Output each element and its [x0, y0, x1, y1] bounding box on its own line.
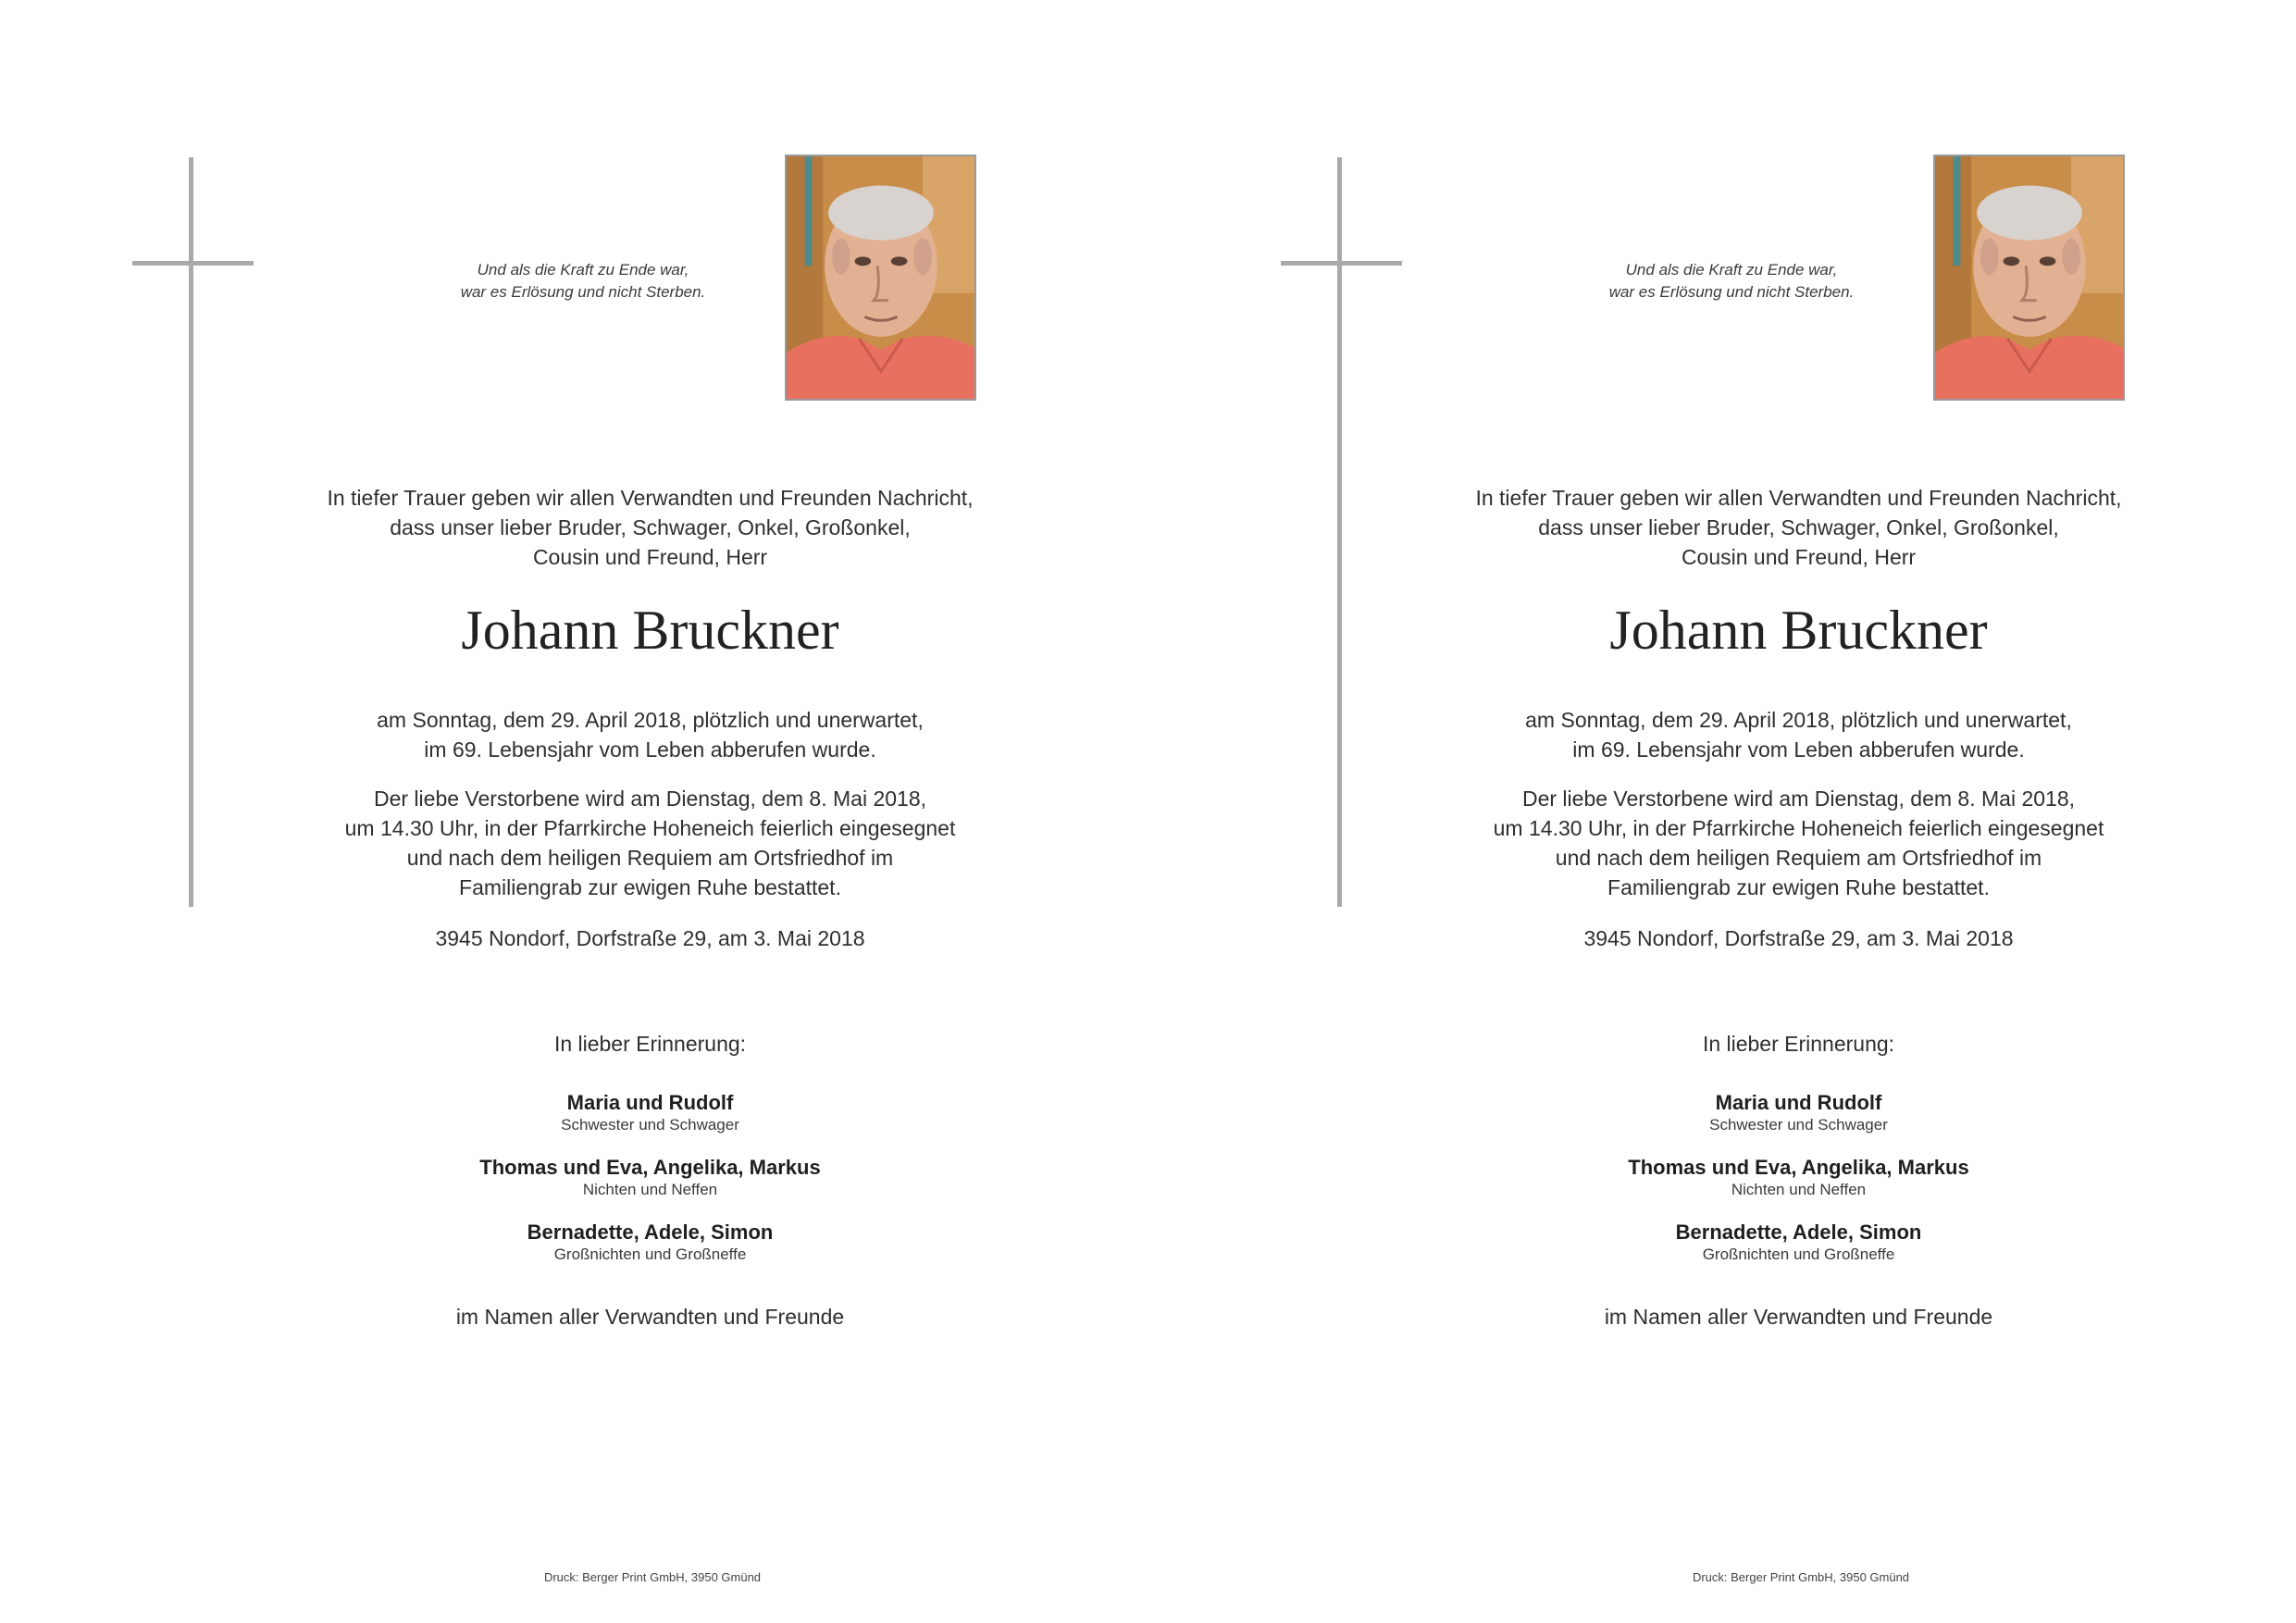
intro-text — [1426, 483, 2171, 572]
place-date — [278, 923, 1023, 953]
closing-text — [278, 1302, 1023, 1332]
intro-text — [278, 483, 1023, 572]
funeral-line: Familiengrab zur ewigen Ruhe bestattet. — [1607, 875, 1990, 899]
funeral-line: Der liebe Verstorbene wird am Dienstag, dem 8. Mai 2018, — [373, 787, 927, 811]
deceased-name: Johann Bruckner — [461, 600, 839, 661]
cross-horizontal-bar — [1281, 261, 1402, 266]
family-relation: Schwester und Schwager — [1709, 1116, 1888, 1134]
portrait-photo — [1933, 155, 2125, 401]
funeral-line: Familiengrab zur ewigen Ruhe bestattet. — [459, 875, 841, 899]
remembrance-heading — [278, 1029, 1023, 1059]
family-names: Thomas und Eva, Angelika, Markus — [1628, 1156, 1969, 1179]
closing-text — [1426, 1302, 2171, 1332]
family-relation: Großnichten und Großneffe — [553, 1245, 747, 1263]
family-names: Bernadette, Adele, Simon — [1675, 1220, 1922, 1244]
place-date-line: 3945 Nondorf, Dorfstraße 29, am 3. Mai 2018 — [435, 926, 865, 950]
intro-line: dass unser lieber Bruder, Schwager, Onkel, Großonkel, — [390, 515, 911, 539]
motto-line: Und als die Kraft zu Ende war, — [477, 261, 689, 279]
motto — [1556, 259, 1907, 304]
cross-vertical-bar — [189, 157, 193, 907]
family-names: Maria und Rudolf — [566, 1091, 734, 1114]
closing-line: im Namen aller Verwandten und Freunde — [455, 1305, 845, 1329]
funeral-line: Der liebe Verstorbene wird am Dienstag, dem 8. Mai 2018, — [1521, 787, 2076, 811]
funeral-line: um 14.30 Uhr, in der Pfarrkirche Hoheneich feierlich eingesegnet — [1493, 816, 2104, 840]
family-relation: Nichten und Neffen — [582, 1181, 718, 1198]
family-names: Thomas und Eva, Angelika, Markus — [479, 1156, 821, 1179]
place-date — [1426, 923, 2171, 953]
cross-horizontal-bar — [132, 261, 254, 266]
funeral-line: und nach dem heiligen Requiem am Ortsfriedhof im — [1555, 846, 2042, 870]
printer-credit: Druck: Berger Print GmbH, 3950 Gmünd — [543, 1570, 762, 1584]
death-line: im 69. Lebensjahr vom Leben abberufen wurde. — [1572, 737, 2025, 762]
funeral-line: und nach dem heiligen Requiem am Ortsfriedhof im — [406, 846, 894, 870]
death-line: im 69. Lebensjahr vom Leben abberufen wurde. — [424, 737, 876, 762]
remembrance-line: In lieber Erinnerung: — [1702, 1032, 1895, 1056]
intro-line: dass unser lieber Bruder, Schwager, Onkel, Großonkel, — [1538, 515, 2059, 539]
family-group — [1426, 1220, 2171, 1264]
funeral-text — [1426, 784, 2171, 902]
funeral-text — [278, 784, 1023, 902]
family-relation: Schwester und Schwager — [561, 1116, 739, 1134]
funeral-line: um 14.30 Uhr, in der Pfarrkirche Hoheneich feierlich eingesegnet — [344, 816, 956, 840]
remembrance-heading — [1426, 1029, 2171, 1059]
cross-vertical-bar — [1337, 157, 1342, 907]
printer-credit: Druck: Berger Print GmbH, 3950 Gmünd — [1692, 1570, 1910, 1584]
intro-line: In tiefer Trauer geben wir allen Verwandten und Freunden Nachricht, — [1475, 486, 2122, 510]
closing-line: im Namen aller Verwandten und Freunde — [1604, 1305, 1993, 1329]
motto-line: war es Erlösung und nicht Sterben. — [1608, 283, 1855, 301]
family-relation: Großnichten und Großneffe — [1702, 1245, 1895, 1263]
intro-line: In tiefer Trauer geben wir allen Verwandten und Freunden Nachricht, — [327, 486, 974, 510]
intro-line: Cousin und Freund, Herr — [1681, 545, 1917, 569]
notice-page-right — [1148, 0, 2296, 1623]
family-group — [1426, 1155, 2171, 1199]
motto-line: Und als die Kraft zu Ende war, — [1625, 261, 1838, 279]
family-group — [278, 1090, 1023, 1134]
remembrance-line: In lieber Erinnerung: — [553, 1032, 747, 1056]
motto-line: war es Erlösung und nicht Sterben. — [460, 283, 706, 301]
death-line: am Sonntag, dem 29. April 2018, plötzlich und unerwartet, — [377, 708, 924, 732]
portrait-photo — [785, 155, 976, 401]
family-group — [278, 1155, 1023, 1199]
family-names: Bernadette, Adele, Simon — [527, 1220, 774, 1244]
family-names: Maria und Rudolf — [1715, 1091, 1882, 1114]
death-line: am Sonntag, dem 29. April 2018, plötzlich und unerwartet, — [1525, 708, 2072, 732]
death-text — [278, 705, 1023, 764]
death-text — [1426, 705, 2171, 764]
place-date-line: 3945 Nondorf, Dorfstraße 29, am 3. Mai 2018 — [1583, 926, 2014, 950]
family-group — [278, 1220, 1023, 1264]
family-group — [1426, 1090, 2171, 1134]
family-relation: Nichten und Neffen — [1731, 1181, 1867, 1198]
deceased-name: Johann Bruckner — [1609, 600, 1988, 661]
intro-line: Cousin und Freund, Herr — [532, 545, 768, 569]
motto — [407, 259, 759, 304]
